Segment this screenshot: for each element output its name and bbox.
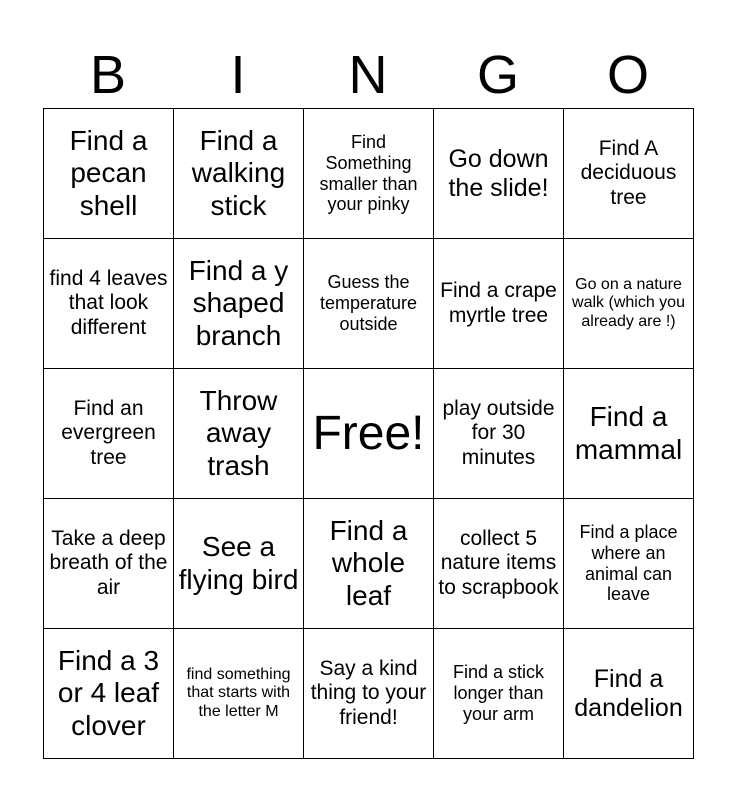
bingo-row-4 [44, 499, 694, 629]
bingo-cell[interactable]: Find a 3 or 4 leaf clover [44, 629, 174, 759]
bingo-cell[interactable]: find something that starts with the letter M [174, 629, 304, 759]
bingo-cell[interactable]: play outside for 30 minutes [434, 369, 564, 499]
header-letter-o: O [606, 45, 649, 105]
bingo-row-3 [44, 369, 694, 499]
bingo-cell[interactable]: find 4 leaves that look different [44, 239, 174, 369]
bingo-cell[interactable]: Find a walking stick [174, 109, 304, 239]
header-letter-n: N [348, 45, 388, 105]
free-space-cell[interactable]: Free! [304, 369, 434, 499]
bingo-cell[interactable]: Find a stick longer than your arm [434, 629, 564, 759]
bingo-cell[interactable]: Guess the temperature outside [304, 239, 434, 369]
bingo-row-2 [44, 239, 694, 369]
bingo-cell[interactable]: Find Something smaller than your pinky [304, 109, 434, 239]
bingo-cell[interactable]: Find a y shaped branch [174, 239, 304, 369]
bingo-cell[interactable]: Go down the slide! [434, 109, 564, 239]
bingo-cell[interactable]: Throw away trash [174, 369, 304, 499]
bingo-cell[interactable]: Find a place where an animal can leave [564, 499, 694, 629]
bingo-cell[interactable]: Find A deciduous tree [564, 109, 694, 239]
bingo-cell[interactable]: Find an evergreen tree [44, 369, 174, 499]
bingo-cell[interactable]: Find a mammal [564, 369, 694, 499]
bingo-cell[interactable]: Find a crape myrtle tree [434, 239, 564, 369]
bingo-cell[interactable]: Take a deep breath of the air [44, 499, 174, 629]
bingo-cell[interactable]: Say a kind thing to your friend! [304, 629, 434, 759]
bingo-cell[interactable]: Find a whole leaf [304, 499, 434, 629]
bingo-row-5 [44, 629, 694, 759]
header-letter-b: B [89, 45, 127, 105]
bingo-cell[interactable]: Find a dandelion [564, 629, 694, 759]
bingo-cell[interactable]: collect 5 nature items to scrapbook [434, 499, 564, 629]
bingo-cell[interactable]: See a flying bird [174, 499, 304, 629]
header-letter-i: I [230, 45, 246, 105]
bingo-cell[interactable]: Find a pecan shell [44, 109, 174, 239]
bingo-cell[interactable]: Go on a nature walk (which you already are !) [564, 239, 694, 369]
bingo-card [43, 108, 694, 759]
bingo-row-1 [44, 109, 694, 239]
bingo-header [43, 42, 693, 108]
header-letter-g: G [476, 45, 519, 105]
